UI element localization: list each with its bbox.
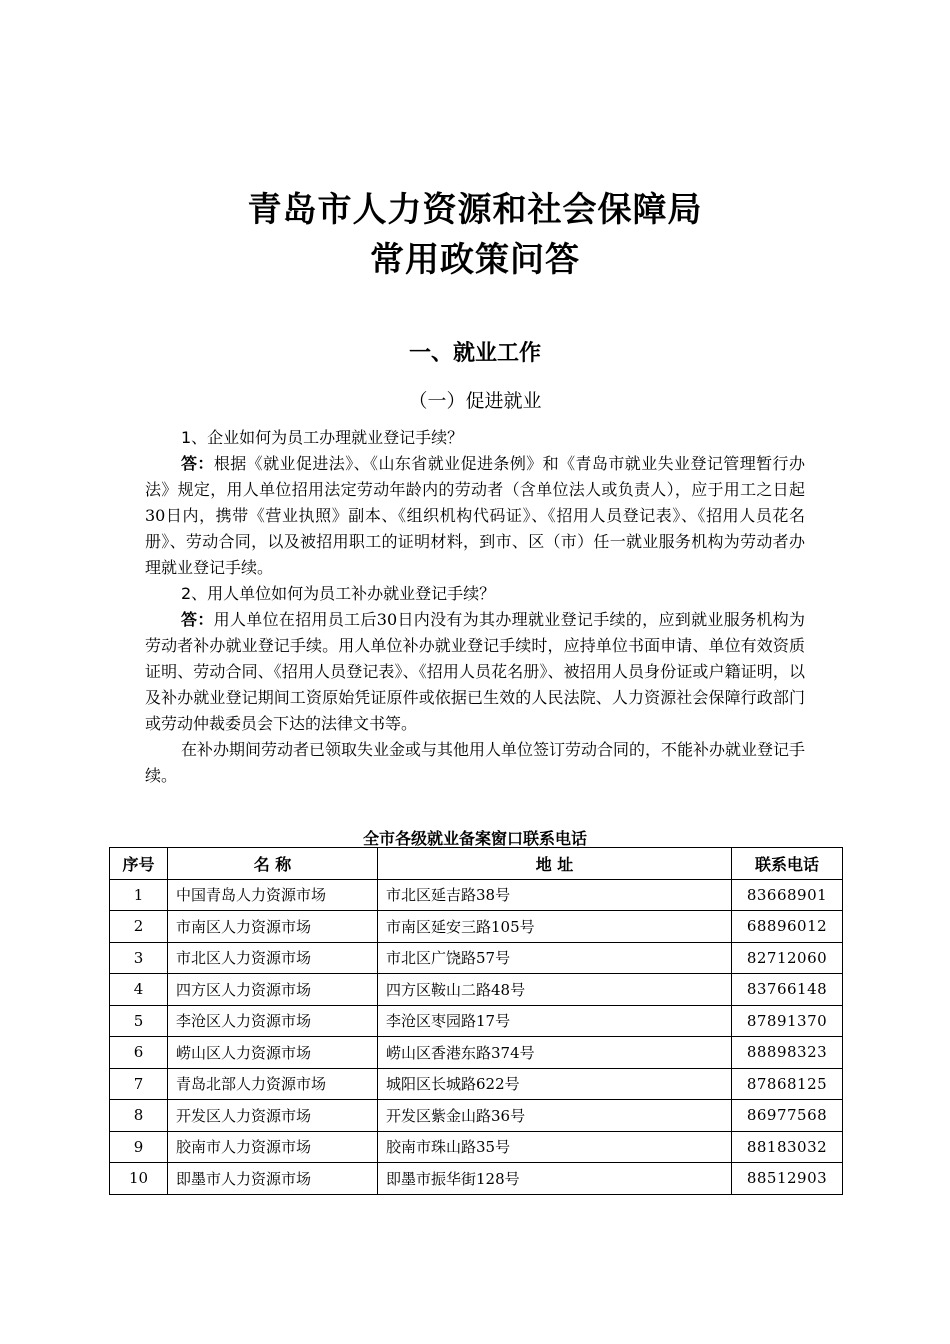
- row-name-cell: 青岛北部人力资源市场: [168, 1068, 378, 1100]
- table-row: [110, 1163, 843, 1195]
- header-address: 地 址: [378, 848, 732, 880]
- header-phone: 联系电话: [732, 848, 843, 880]
- row-no-cell: 3: [110, 942, 168, 974]
- row-address-cell: 即墨市振华街128号: [378, 1163, 732, 1195]
- table-row: [110, 1037, 843, 1069]
- document-title-line2: 常用政策问答: [370, 240, 580, 280]
- row-no-cell: 7: [110, 1068, 168, 1100]
- row-phone-cell: 87891370: [732, 1005, 843, 1037]
- table-row: [110, 911, 843, 943]
- row-address-cell: 市北区广饶路57号: [378, 942, 732, 974]
- row-address-cell: 四方区鞍山二路48号: [378, 974, 732, 1006]
- row-address-cell: 胶南市珠山路35号: [378, 1131, 732, 1163]
- table-caption: 全市各级就业备案窗口联系电话: [362, 829, 587, 848]
- row-name-cell: 崂山区人力资源市场: [168, 1037, 378, 1069]
- contacts-table: [109, 847, 843, 1195]
- row-address-cell: 开发区紫金山路36号: [378, 1100, 732, 1132]
- row-no-cell: 5: [110, 1005, 168, 1037]
- row-no-cell: 1: [110, 879, 168, 911]
- table-row: [110, 1005, 843, 1037]
- header-no: 序号: [110, 848, 168, 880]
- row-no-cell: 10: [110, 1163, 168, 1195]
- row-phone-cell: 82712060: [732, 942, 843, 974]
- answer-2-text: 用人单位在招用员工后30日内没有为其办理就业登记手续的，应到就业服务机构为劳动者补办就业登记手续。用人单位补办就业登记手续时，应持单位书面申请、单位有效资质证明、劳动合同、《招用人员登记表》、《招用人员花名册》、被招用人员身份证或户籍证明，以及补办就业登记期间工资原始凭证原件或依据已生效的人民法院、人力资源社会保障行政部门或劳动仲裁委员会下达的法律文书等。: [145, 610, 805, 733]
- question-2: 2、用人单位如何为员工补办就业登记手续？: [181, 584, 496, 603]
- row-address-cell: 崂山区香港东路374号: [378, 1037, 732, 1069]
- row-no-cell: 9: [110, 1131, 168, 1163]
- row-phone-cell: 87868125: [732, 1068, 843, 1100]
- subsection-heading: （一）促进就业: [408, 390, 542, 412]
- row-name-cell: 中国青岛人力资源市场: [168, 879, 378, 911]
- table-row: [110, 1131, 843, 1163]
- row-address-cell: 市南区延安三路105号: [378, 911, 732, 943]
- question-1: 1、企业如何为员工办理就业登记手续？: [181, 428, 464, 447]
- table-row: [110, 974, 843, 1006]
- row-name-cell: 即墨市人力资源市场: [168, 1163, 378, 1195]
- row-name-cell: 胶南市人力资源市场: [168, 1131, 378, 1163]
- row-name-cell: 开发区人力资源市场: [168, 1100, 378, 1132]
- row-no-cell: 4: [110, 974, 168, 1006]
- table-row: [110, 1068, 843, 1100]
- answer-1-text: 根据《就业促进法》、《山东省就业促进条例》和《青岛市就业失业登记管理暂行办法》规定，用人单位招用法定劳动年龄内的劳动者（含单位法人或负责人），应于用工之日起30日内，携带《营业执照》副本、《组织机构代码证》、《招用人员登记表》、《招用人员花名册》、劳动合同，以及被招用职工的证明材料，到市、区（市）任一就业服务机构为劳动者办理就业登记手续。: [145, 454, 805, 577]
- answer-label: 答：: [181, 454, 214, 473]
- row-name-cell: 李沧区人力资源市场: [168, 1005, 378, 1037]
- answer-label: 答：: [181, 610, 214, 629]
- row-phone-cell: 86977568: [732, 1100, 843, 1132]
- row-no-cell: 8: [110, 1100, 168, 1132]
- table-row: [110, 879, 843, 911]
- row-name-cell: 四方区人力资源市场: [168, 974, 378, 1006]
- row-address-cell: 城阳区长城路622号: [378, 1068, 732, 1100]
- header-name: 名 称: [168, 848, 378, 880]
- row-name-cell: 市北区人力资源市场: [168, 942, 378, 974]
- row-address-cell: 市北区延吉路38号: [378, 879, 732, 911]
- row-phone-cell: 68896012: [732, 911, 843, 943]
- row-phone-cell: 88898323: [732, 1037, 843, 1069]
- document-title-line1: 青岛市人力资源和社会保障局: [247, 190, 703, 230]
- row-no-cell: 6: [110, 1037, 168, 1069]
- table-row: [110, 1100, 843, 1132]
- section-heading: 一、就业工作: [408, 341, 541, 366]
- qa-body: [145, 425, 805, 789]
- row-phone-cell: 88512903: [732, 1163, 843, 1195]
- row-address-cell: 李沧区枣园路17号: [378, 1005, 732, 1037]
- answer-1: [145, 451, 805, 581]
- answer-2-note: 在补办期间劳动者已领取失业金或与其他用人单位签订劳动合同的，不能补办就业登记手续。: [145, 740, 806, 785]
- table-header-row: [110, 848, 843, 880]
- answer-2: [145, 607, 805, 737]
- row-phone-cell: 88183032: [732, 1131, 843, 1163]
- row-no-cell: 2: [110, 911, 168, 943]
- row-name-cell: 市南区人力资源市场: [168, 911, 378, 943]
- row-phone-cell: 83766148: [732, 974, 843, 1006]
- row-phone-cell: 83668901: [732, 879, 843, 911]
- table-row: [110, 942, 843, 974]
